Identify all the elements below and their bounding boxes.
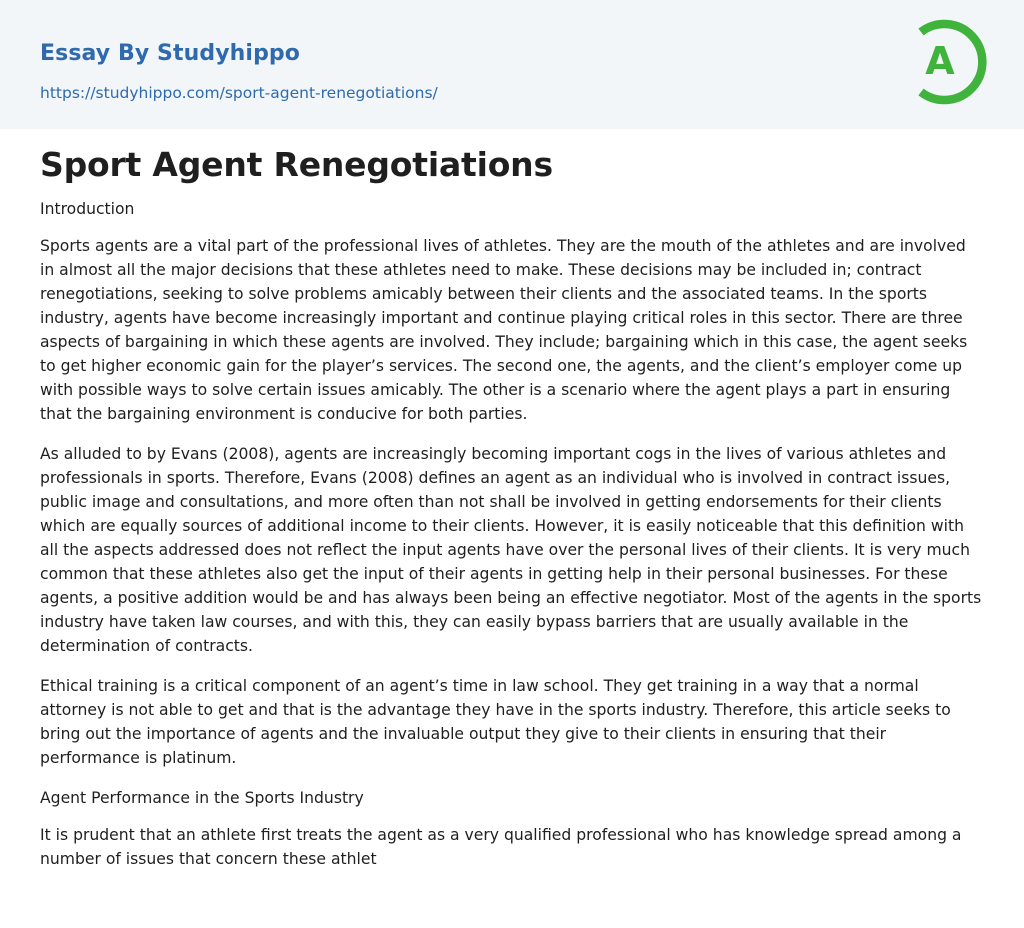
paragraph-4: It is prudent that an athlete first treats the agent as a very qualified professional who has knowledge spread among a number of issues that concern these athlet (40, 826, 962, 868)
section-heading-introduction: Introduction (40, 200, 135, 218)
paragraph-3: Ethical training is a critical component of an agent’s time in law school. They get training in a way that a normal attorney is not able to get and that is the advantage they have in the sports industry. Therefore, this article seeks to bring out the importance of agents and the invaluable output they give to their clients in ensuring that their performance is platinum. (40, 677, 951, 767)
paragraph-2: As alluded to by Evans (2008), agents are increasingly becoming important cogs in the lives of various athletes and professionals in sports. Therefore, Evans (2008) defines an agent as an individual who is involved in contract issues, public image and consultations, and more often than not shall be involved in getting endorsements for their clients which are equally sources of additional income to their clients. However, it is easily noticeable that this definition with all the aspects addressed does not reflect the input agents have over the personal lives of their clients. It is very much common that these athletes also get the input of their agents in getting help in their personal businesses. For these agents, a positive addition would be and has always been being an effective negotiator. Most of the agents in the sports industry have taken law courses, and with this, they can easily bypass barriers that are usually available in the determination of contracts. (40, 445, 982, 655)
section-heading-agent-performance: Agent Performance in the Sports Industry (40, 789, 364, 807)
article-body (40, 197, 984, 887)
site-brand[interactable]: Essay By Studyhippo (40, 41, 300, 66)
article-url-link[interactable]: https://studyhippo.com/sport-agent-renegotiations/ (40, 84, 438, 102)
studyhippo-logo-icon[interactable] (911, 18, 989, 106)
article-title: Sport Agent Renegotiations (40, 145, 553, 184)
site-header (0, 0, 1024, 129)
logo-letter: A (925, 39, 955, 83)
paragraph-1: Sports agents are a vital part of the professional lives of athletes. They are the mouth of the athletes and are involved in almost all the major decisions that these athletes need to make. These decisions may be included in; contract renegotiations, seeking to solve problems amicably between their clients and the associated teams. In the sports industry, agents have become increasingly important and continue playing critical roles in this sector. There are three aspects of bargaining in which these agents are involved. They include; bargaining which in this case, the agent seeks to get higher economic gain for the player’s services. The second one, the agents, and the client’s employer come up with possible ways to solve certain issues amicably. The other is a scenario where the agent plays a part in ensuring that the bargaining environment is conducive for both parties. (40, 237, 968, 423)
